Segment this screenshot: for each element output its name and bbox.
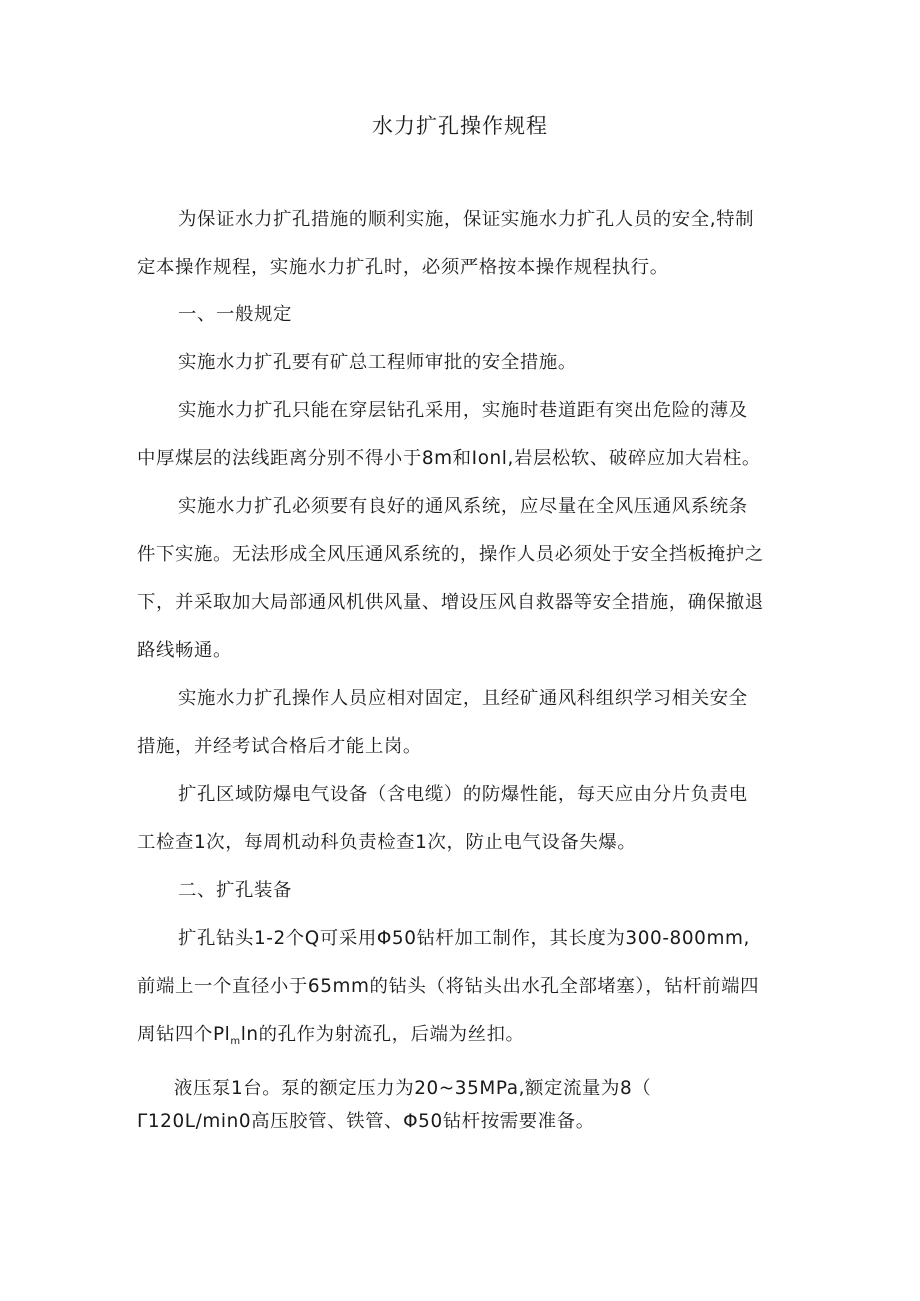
document-title: 水力扩孔操作规程 (372, 114, 548, 138)
paragraph-line: 定本操作规程，实施水力扩孔时，必须严格按本操作规程执行。 (137, 257, 669, 278)
paragraph-line: 措施，并经考试合格后才能上岗。 (137, 736, 422, 757)
paragraph-line: 扩孔区域防爆电气设备（含电缆）的防爆性能，每天应由分片负责电 (178, 784, 748, 805)
paragraph-line: 工检查1次，每周机动科负责检查1次，防止电气设备失爆。 (137, 832, 637, 853)
paragraph-line: 路线畅通。 (137, 640, 232, 661)
paragraph-line-with-subscript (137, 1022, 525, 1055)
paragraph-line: 件下实施。无法形成全风压通风系统的，操作人员必须处于安全挡板掩护之 (137, 544, 764, 565)
section-heading-equipment: 二、扩孔装备 (178, 880, 292, 901)
paragraph-line: 中厚煤层的法线距离分别不得小于8m和Ionl,岩层松软、破碎应加大岩柱。 (137, 448, 761, 469)
line-text-after-subscript: ln的孔作为射流孔，后端为丝扣。 (240, 1024, 525, 1045)
paragraph-line: Γ120L/min0高压胶管、铁管、Φ50钻杆按需要准备。 (137, 1111, 595, 1132)
line-text-before-subscript: 周钻四个Pl (137, 1024, 231, 1045)
paragraph-line: 液压泵1台。泵的额定压力为20~35MPa,额定流量为8（ (174, 1078, 652, 1099)
paragraph-line: 下，并采取加大局部通风机供风量、增设压风自救器等安全措施，确保撤退 (137, 592, 764, 613)
paragraph-line: 为保证水力扩孔措施的顺利实施，保证实施水力扩孔人员的安全,特制 (178, 209, 755, 230)
paragraph-line: 实施水力扩孔要有矿总工程师审批的安全措施。 (178, 352, 577, 373)
paragraph-line: 扩孔钻头1-2个Q可采用Φ50钻杆加工制作，其长度为300-800mm, (178, 928, 750, 949)
section-heading-general-rules: 一、一般规定 (178, 304, 292, 325)
paragraph-line: 实施水力扩孔必须要有良好的通风系统，应尽量在全风压通风系统条 (178, 496, 748, 517)
paragraph-line: 实施水力扩孔只能在穿层钻孔采用，实施时巷道距有突出危险的薄及 (178, 400, 748, 421)
paragraph-line: 前端上一个直径小于65mm的钻头（将钻头出水孔全部堵塞），钻杆前端四 (137, 976, 760, 997)
paragraph-line: 实施水力扩孔操作人员应相对固定，且经矿通风科组织学习相关安全 (178, 688, 748, 709)
subscript-text: m (230, 1036, 241, 1047)
